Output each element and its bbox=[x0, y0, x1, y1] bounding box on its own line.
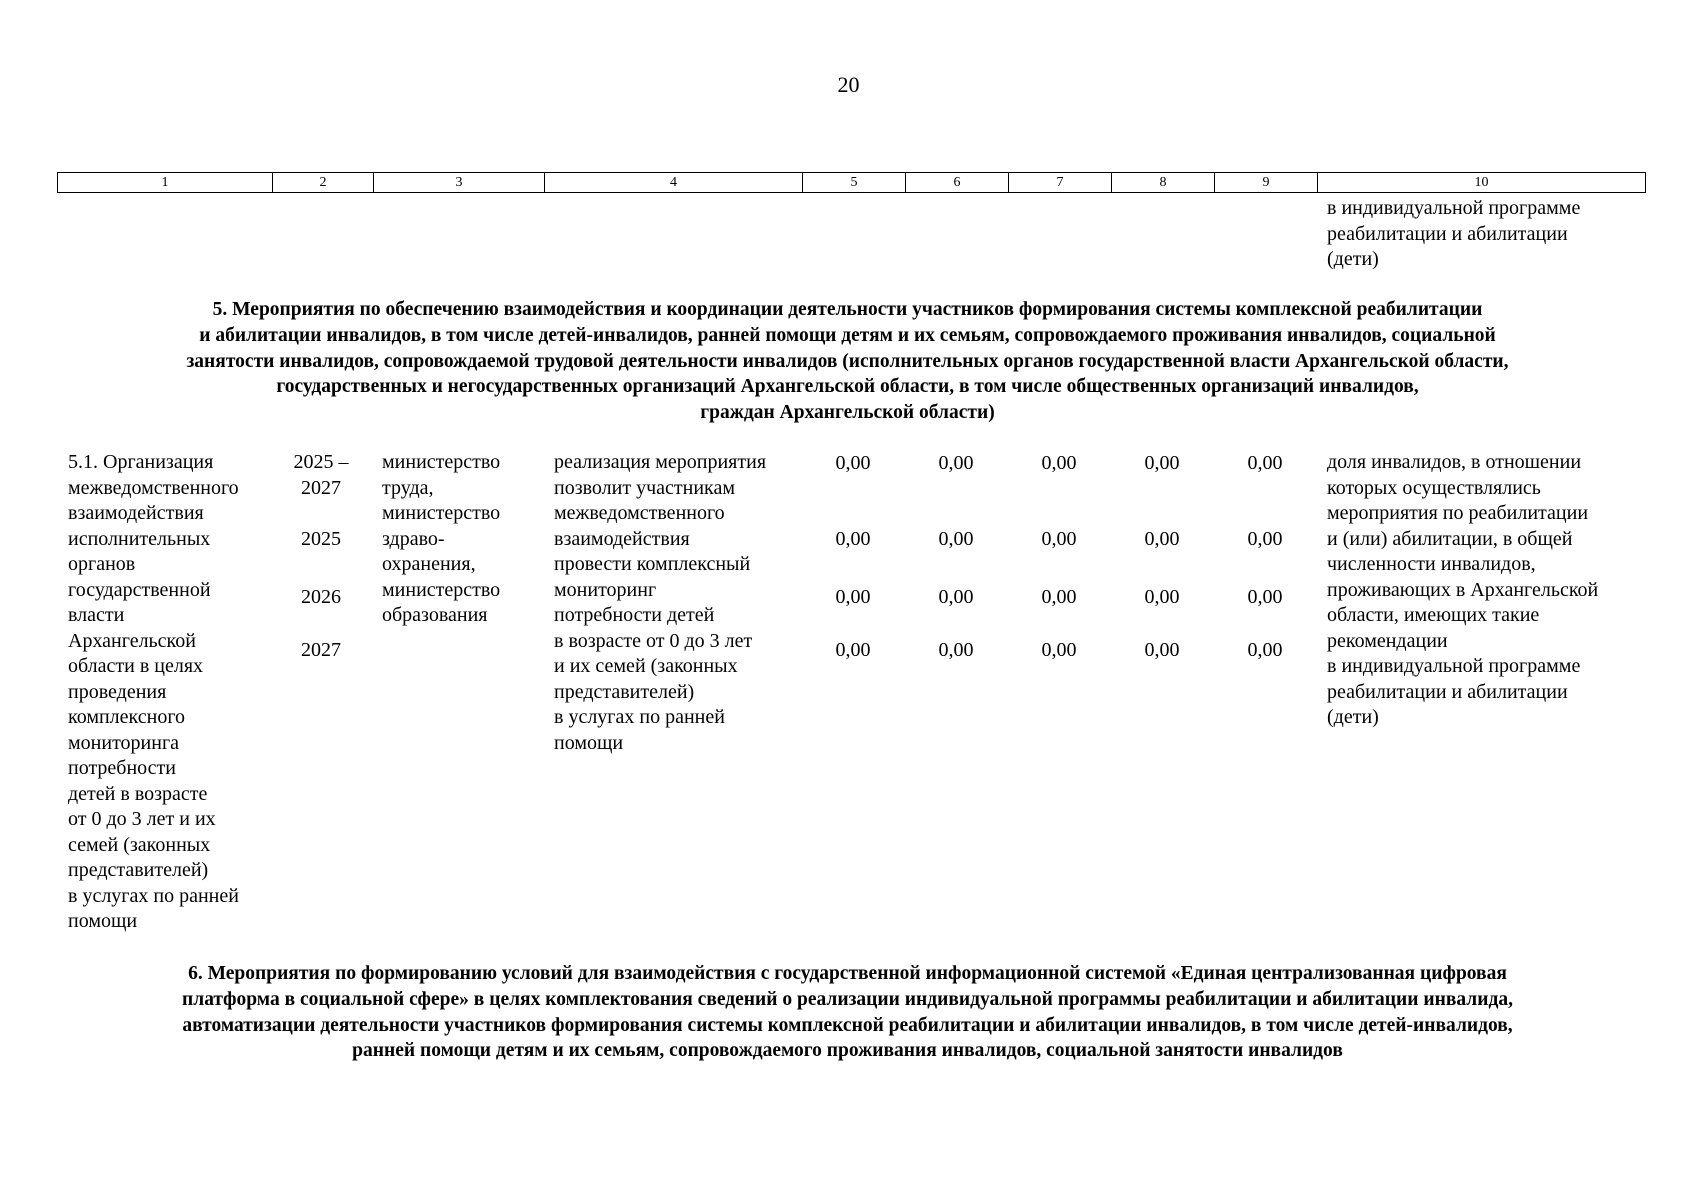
expected-result-5-1: реализация мероприятия позволит участникам межведомственного взаимодействия провести комплексный мониторинг потребности детей в возрасте от 0 до 3 лет и их семей (законных представителей) в услугах по ранней помощи bbox=[554, 451, 767, 754]
column-number: 10 bbox=[1318, 173, 1646, 193]
amount-cell: 0,00 bbox=[835, 528, 871, 550]
amount-cell: 0,00 bbox=[1247, 639, 1283, 661]
column-number: 5 bbox=[803, 173, 906, 193]
amount-cell: 0,00 bbox=[1144, 586, 1180, 608]
amount-cell: 0,00 bbox=[938, 528, 974, 550]
period-year: 2025 bbox=[301, 528, 341, 550]
amount-cell: 0,00 bbox=[835, 586, 871, 608]
section-6-heading: 6. Мероприятия по формированию условий для взаимодействия с государственной информационной системой «Единая централизованная цифровая платформа в социальной сфере» в целях комплектования сведений о реализации индивидуальной программы реабилитации и абилитации инвалида, автоматизации деятельности участников формирования системы комплексной реабилитации и абилитации инвалидов, в том числе детей-инвалидов, ранней помощи детям и их семьям, сопровождаемого проживания инвалидов, социальной занятости инвалидов bbox=[182, 963, 1513, 1062]
carryover-indicator-note: в индивидуальной программе реабилитации и абилитации (дети) bbox=[1327, 197, 1581, 270]
amount-cell: 0,00 bbox=[1041, 586, 1077, 608]
column-number: 8 bbox=[1112, 173, 1215, 193]
column-number: 4 bbox=[545, 173, 803, 193]
amount-cell: 0,00 bbox=[1144, 528, 1180, 550]
page-number: 20 bbox=[837, 72, 860, 97]
amount-cell: 0,00 bbox=[1144, 639, 1180, 661]
amount-cell: 0,00 bbox=[835, 452, 871, 474]
column-number: 9 bbox=[1215, 173, 1318, 193]
amount-cell: 0,00 bbox=[938, 452, 974, 474]
amount-cell: 0,00 bbox=[938, 639, 974, 661]
executors-5-1: министерство труда, министерство здраво- охранения, министерство образования bbox=[382, 451, 501, 626]
amount-cell: 0,00 bbox=[1041, 528, 1077, 550]
amount-cell: 0,00 bbox=[1144, 452, 1180, 474]
amount-cell: 0,00 bbox=[835, 639, 871, 661]
column-number-header bbox=[57, 172, 1646, 193]
column-number: 3 bbox=[374, 173, 545, 193]
amount-cell: 0,00 bbox=[1247, 586, 1283, 608]
amount-cell: 0,00 bbox=[938, 586, 974, 608]
column-number: 2 bbox=[273, 173, 374, 193]
period-year: 2026 bbox=[301, 586, 341, 608]
amount-cell: 0,00 bbox=[1041, 452, 1077, 474]
event-name-5-1: 5.1. Организация межведомственного взаимодействия исполнительных органов государственной власти Архангельской области в целях проведения комплексного мониторинга потребности детей в возрасте от 0 до 3 лет и их семей (законных представителей) в услугах по ранней помощи bbox=[68, 451, 239, 932]
column-number: 1 bbox=[58, 173, 273, 193]
period-total: 2025 – 2027 bbox=[293, 451, 349, 499]
section-5-heading: 5. Мероприятия по обеспечению взаимодействия и координации деятельности участников формирования системы комплексной реабилитации и абилитации инвалидов, в том числе детей-инвалидов, ранней помощи детям и их семьям, сопровождаемого проживания инвалидов, социальной занятости инвалидов, сопровождаемой трудовой деятельности инвалидов (исполнительных органов государственной власти Архангельской области, государственных и негосударственных организаций Архангельской области, в том числе общественных организаций инвалидов, граждан Архангельской области) bbox=[186, 299, 1509, 424]
period-year: 2027 bbox=[301, 639, 341, 661]
amount-cell: 0,00 bbox=[1247, 452, 1283, 474]
amount-cell: 0,00 bbox=[1247, 528, 1283, 550]
column-number: 7 bbox=[1009, 173, 1112, 193]
amount-cell: 0,00 bbox=[1041, 639, 1077, 661]
target-indicator-5-1: доля инвалидов, в отношении которых осуществлялись мероприятия по реабилитации и (или) абилитации, в общей численности инвалидов, проживающих в Архангельской области, имеющих такие рекомендации в индивидуальной программе реабилитации и абилитации (дети) bbox=[1327, 451, 1599, 728]
column-number: 6 bbox=[906, 173, 1009, 193]
